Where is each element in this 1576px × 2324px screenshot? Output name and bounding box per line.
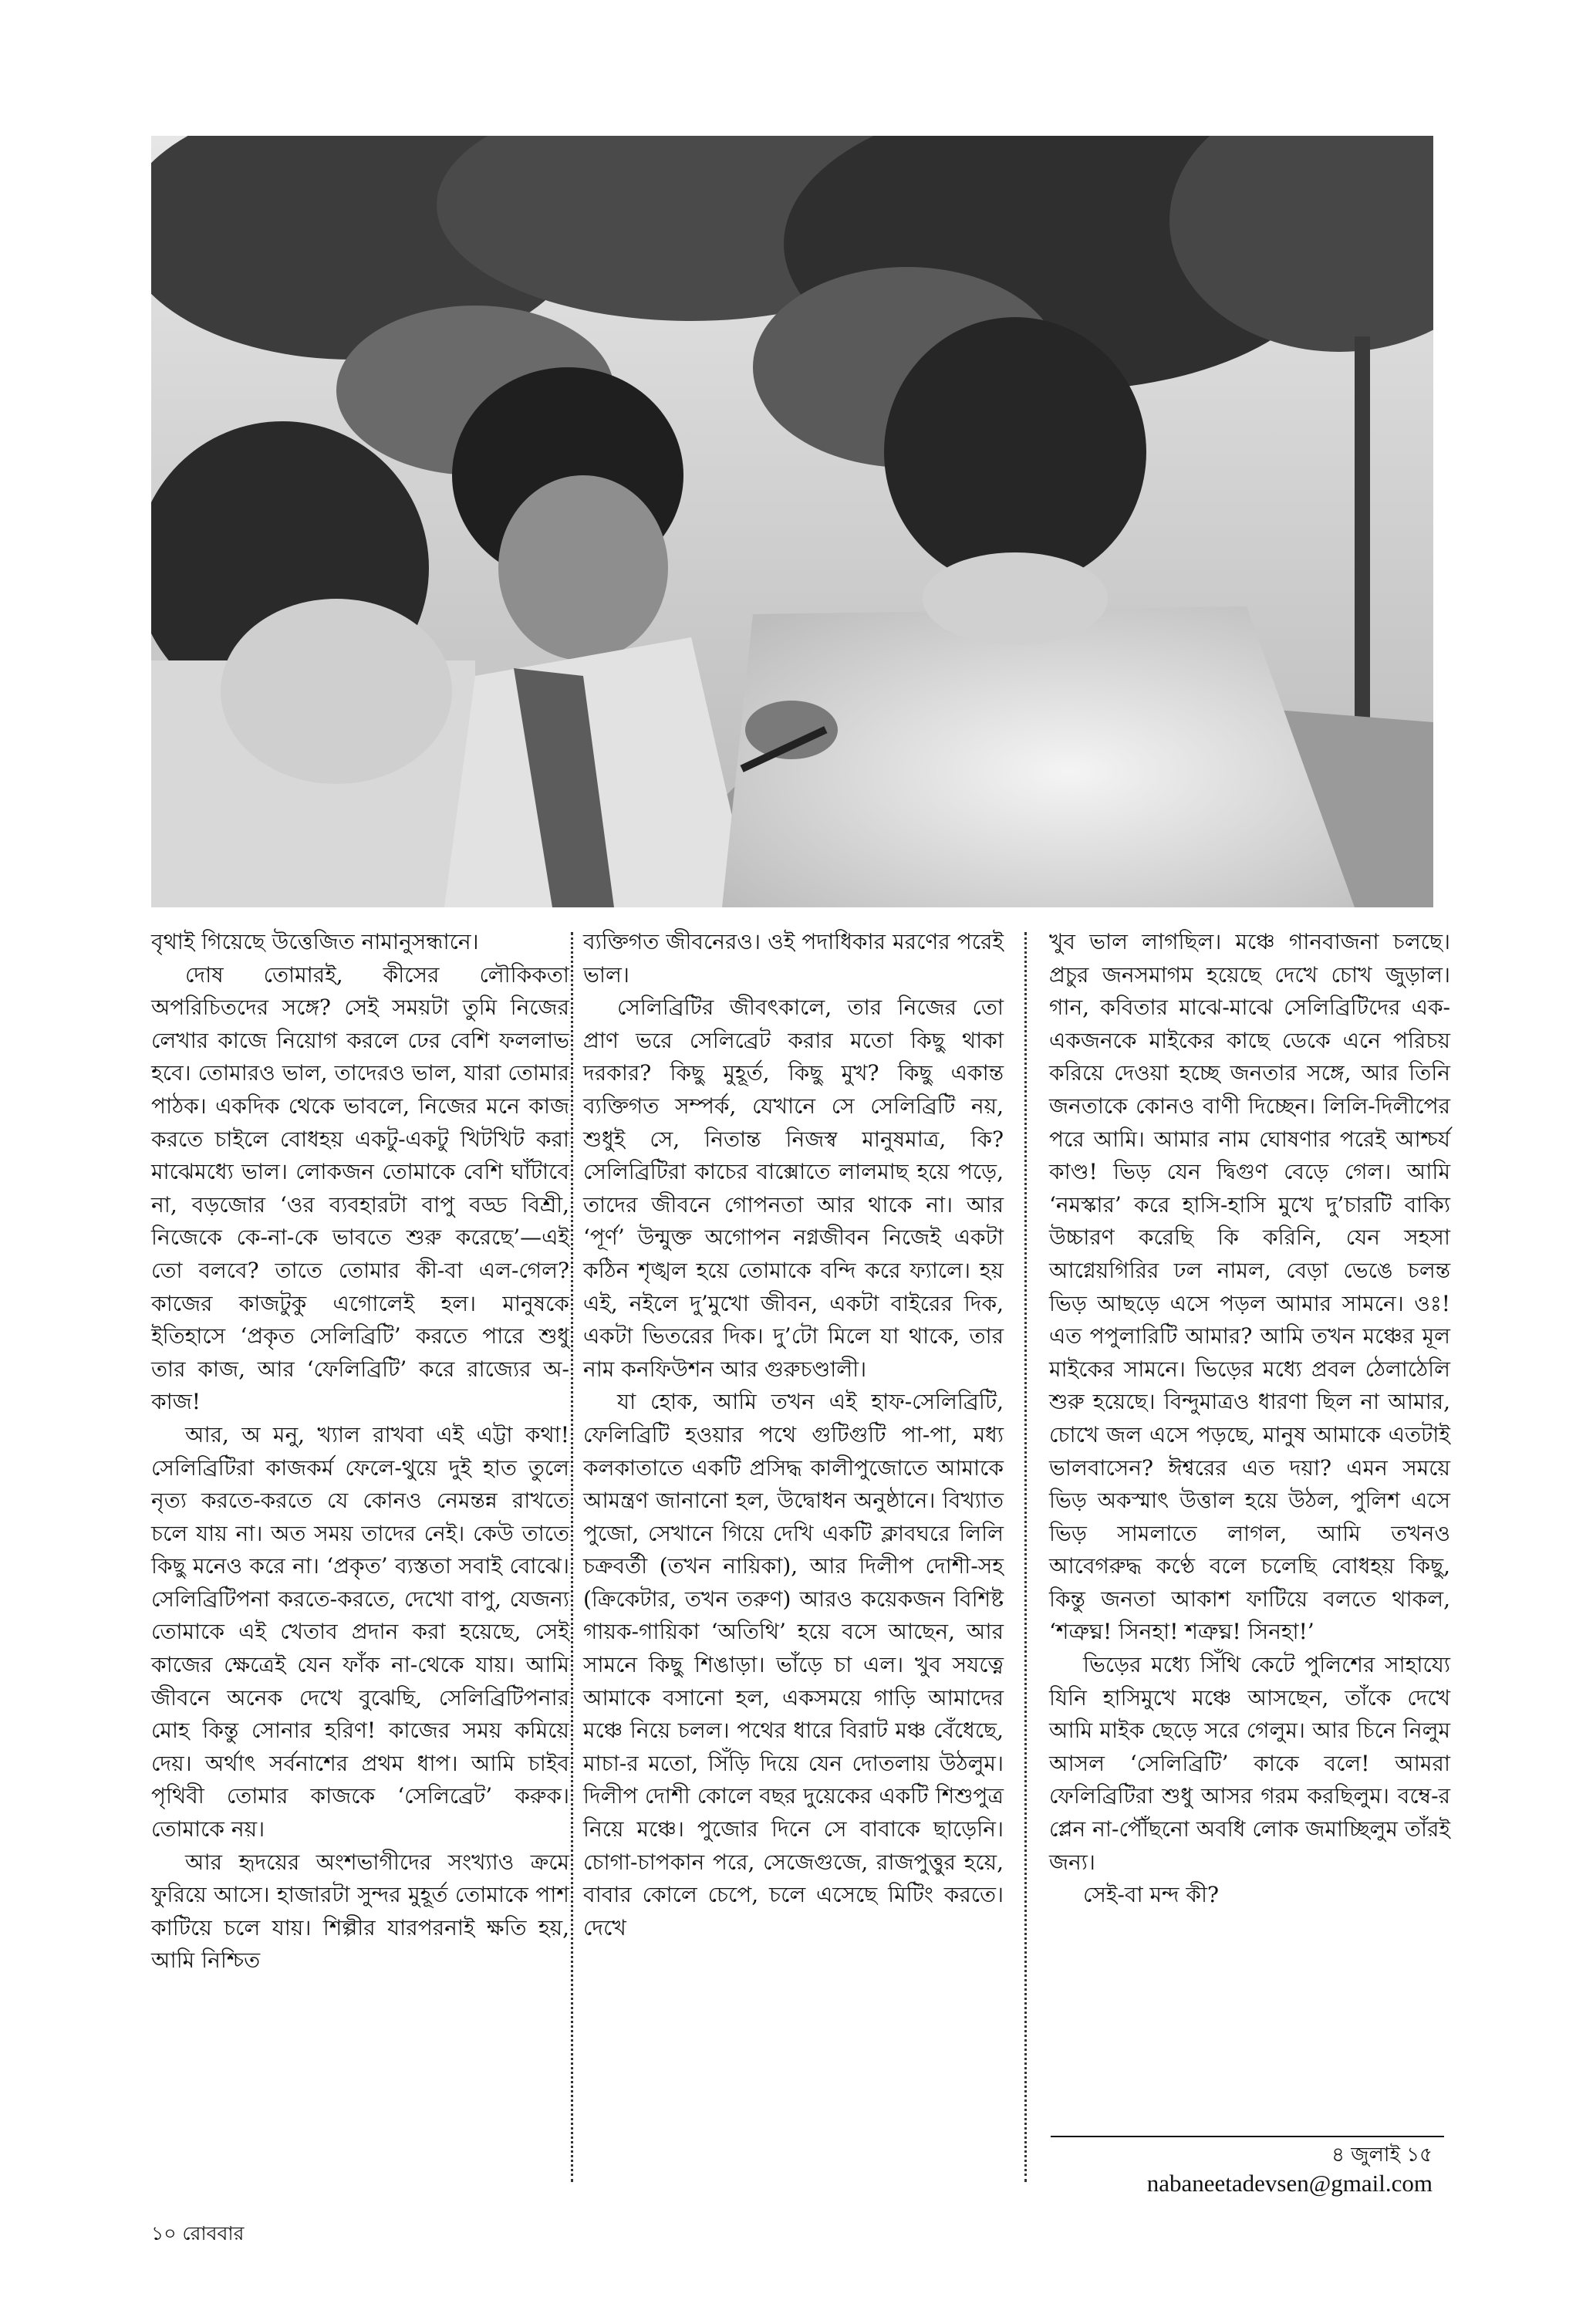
paragraph: যা হোক, আমি তখন এই হাফ-সেলিব্রিটি, ফেলিব্রিটি হওয়ার পথে গুটিগুটি পা-পা, মধ্য কলকাতাতে একটি প্রসিদ্ধ কালীপুজোতে আমাকে আমন্ত্রণ জানানো হল, উদ্বোধন অনুষ্ঠানে। বিখ্যাত পুজো, সেখানে গিয়ে দেখি একটি ক্লাবঘরে লিলি চক্রবর্তী (তখন নায়িকা), আর দিলীপ দোশী-সহ (ক্রিকেটার, তখন তরুণ) আরও কয়েকজন বিশিষ্ট গায়ক-গায়িকা ‘অতিথি’ হয়ে বসে আছেন, আর সামনে কিছু শিঙাড়া। ভাঁড়ে চা এল। খুব সযত্নে আমাকে বসানো হল, একসময়ে গাড়ি আমাদের মঞ্চে নিয়ে চলল। পথের ধারে বিরাট মঞ্চ বেঁধেছে, মাচা-র মতো, সিঁড়ি দিয়ে যেন দোতলায় উঠলুম। দিলীপ দোশী কোলে বছর দুয়েকের একটি শিশুপুত্র নিয়ে মঞ্চে। পুজোর দিনে সে বাবাকে ছাড়েনি। চোগা-চাপকান পরে, সেজেগুজে, রাজপুত্তুর হয়ে, বাবার কোলে চেপে, চলে এসেছে মিটিং করতে। দেখে [583,1389,1004,1941]
article-column-1 [151,926,569,1978]
paragraph: ব্যক্তিগত জীবনেরও। ওই পদাধিকার মরণের পরেই ভাল। [583,929,1004,988]
paragraph: সেই-বা মন্দ কী? [1083,1882,1220,1908]
photo [151,136,1433,907]
photo-icon [151,136,1433,907]
article-column-2 [583,926,1004,1944]
paragraph: খুব ভাল লাগছিল। মঞ্চে গানবাজনা চলছে। প্রচুর জনসমাগম হয়েছে দেখে চোখ জুড়াল। গান, কবিতার মাঝে-মাঝে সেলিব্রিটিদের এক-একজনকে মাইকের কাছে ডেকে এনে পরিচয় করিয়ে দেওয়া হচ্ছে জনতার সঙ্গে, আর তিনি জনতাকে কোনও বাণী দিচ্ছেন। লিলি-দিলীপের পরে আমি। আমার নাম ঘোষণার পরেই আশ্চর্য কাণ্ড! ভিড় যেন দ্বিগুণ বেড়ে গেল। আমি ‘নমস্কার’ করে হাসি-হাসি মুখে দু’চারটি বাক্যি উচ্চারণ করেছি কি করিনি, যেন সহসা আগ্নেয়গিরির ঢল নামল, বেড়া ভেঙে চলন্ত ভিড় আছড়ে এসে পড়ল আমার সামনে। ওঃ! এত পপুলারিটি আমার? আমি তখন মঞ্চের মূল মাইকের সামনে। ভিড়ের মধ্যে প্রবল ঠেলাঠেলি শুরু হয়েছে। বিন্দুমাত্রও ধারণা ছিল না আমার, চোখে জল এসে পড়ছে, মানুষ আমাকে এতটাই ভালবাসেন? ঈশ্বরের এত দয়া? এমন সময়ে ভিড় অকস্মাৎ উত্তাল হয়ে উঠল, পুলিশ এসে ভিড় সামলাতে লাগল, আমি তখনও আবেগরুদ্ধ কণ্ঠে বলে চলেছি বোধহয় কিছু, কিন্তু জনতা আকাশ ফাটিয়ে বলতে থাকল, ‘শত্রুঘ্ন! সিনহা! শত্রুঘ্ন! সিনহা!’ [1049,929,1450,1645]
signoff-date: ৪ জুলাই ১৫ [1331,2143,1433,2167]
column-divider-1 [571,932,573,2182]
paragraph: ভিড়ের মধ্যে সিঁথি কেটে পুলিশের সাহায্যে যিনি হাসিমুখে মঞ্চে আসছেন, তাঁকে দেখে আমি মাইক ছেড়ে সরে গেলুম। আর চিনে নিলুম আসল ‘সেলিব্রিটি’ কাকে বলে! আমরা ফেলিব্রিটিরা শুধু আসর গরম করছিলুম। বম্বে-র প্লেন না-পৌঁছনো অবধি লোক জমাচ্ছিলুম তাঁরই জন্য। [1049,1652,1450,1875]
article-column-3 [1049,926,1450,1912]
paragraph: বৃথাই গিয়েছে উত্তেজিত নামানুসন্ধানে। [151,929,479,954]
page-folio: ১০ রোববার [151,2222,245,2245]
paragraph: সেলিব্রিটির জীবৎকালে, তার নিজের তো প্রাণ ভরে সেলিব্রেট করার মতো কিছু থাকা দরকার? কিছু মুহূর্ত, কিছু মুখ? কিছু একান্ত ব্যক্তিগত সম্পর্ক, যেখানে সে সেলিব্রিটি নয়, শুধুই সে, নিতান্ত নিজস্ব মানুষমাত্র, কি? সেলিব্রিটিরা কাচের বাক্সোতে লালমাছ হয়ে পড়ে, তাদের জীবনে গোপনতা আর থাকে না। আর ‘পূর্ণ’ উন্মুক্ত অগোপন নগ্নজীবন নিজেই একটা কঠিন শৃঙ্খল হয়ে তোমাকে বন্দি করে ফ্যালে। হয় এই, নইলে দু’মুখো জীবন, একটা বাইরের দিক, একটা ভিতরের দিক। দু’টো মিলে যা থাকে, তার নাম কনফিউশন আর গুরুচণ্ডালী। [583,995,1004,1382]
column-divider-2 [1024,932,1027,2182]
author-email: nabaneetadevsen@gmail.com [1146,2170,1433,2197]
paragraph: দোষ তোমারই, কীসের লৌকিকতা অপরিচিতদের সঙ্গে? সেই সময়টা তুমি নিজের লেখার কাজে নিয়োগ করলে ঢের বেশি ফললাভ হবে। তোমারও ভাল, তাদেরও ভাল, যারা তোমার পাঠক। একদিক থেকে ভাবলে, নিজের মনে কাজ করতে চাইলে বোধহয় একটু-একটু খিটখিট করা মাঝেমধ্যে ভাল। লোকজন তোমাকে বেশি ঘাঁটাবে না, বড়জোর ‘ওর ব্যবহারটা বাপু বড্ড বিশ্রী, নিজেকে কে-না-কে ভাবতে শুরু করেছে’—এই তো বলবে? তাতে তোমার কী-বা এল-গেল? কাজের কাজটুকু এগোলেই হল। মানুষকে ইতিহাসে ‘প্রকৃত সেলিব্রিটি’ করতে পারে শুধু তার কাজ, আর ‘ফেলিব্রিটি’ করে রাজ্যের অ-কাজ! [151,961,569,1415]
signoff-rule [1051,2136,1444,2137]
paragraph: আর, অ মনু, খ্যাল রাখবা এই এট্টা কথা! সেলিব্রিটিরা কাজকর্ম ফেলে-থুয়ে দুই হাত তুলে নৃত্য করতে-করতে যে কোনও নেমন্তন্ন রাখতে চলে যায় না। অত সময় তাদের নেই। কেউ তাতে কিছু মনেও করে না। ‘প্রকৃত’ ব্যস্ততা সবাই বোঝে। সেলিব্রিটিপনা করতে-করতে, দেখো বাপু, যেজন্য তোমাকে এই খেতাব প্রদান করা হয়েছে, সেই কাজের ক্ষেত্রেই যেন ফাঁক না-থেকে যায়। আমি জীবনে অনেক দেখে বুঝেছি, সেলিব্রিটিপনার মোহ কিন্তু সোনার হরিণ! কাজের সময় কমিয়ে দেয়। অর্থাৎ সর্বনাশের প্রথম ধাপ। আমি চাইব পৃথিবী তোমার কাজকে ‘সেলিব্রেট’ করুক। তোমাকে নয়। [151,1421,569,1843]
paragraph: আর হৃদয়ের অংশভাগীদের সংখ্যাও ক্রমে ফুরিয়ে আসে। হাজারটা সুন্দর মুহূর্ত তোমাকে পাশ কাটিয়ে চলে যায়। শিল্পীর যারপরনাই ক্ষতি হয়, আমি নিশ্চিত [151,1849,569,1974]
